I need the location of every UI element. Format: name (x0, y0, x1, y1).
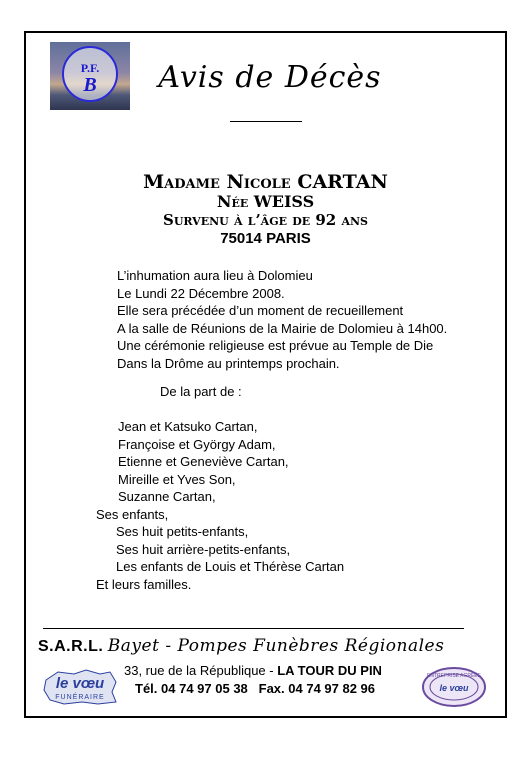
family-list (0, 418, 345, 593)
company-phone-fax (135, 681, 375, 696)
logo-text-pf: P.F. (80, 61, 100, 75)
le-voeu-funeraire-logo (40, 668, 120, 706)
tel-number: 04 74 97 05 38 (161, 681, 248, 696)
announcement-paragraph (117, 267, 447, 372)
paragraph-line: Une cérémonie religieuse est prévue au Temple de Die (117, 338, 434, 353)
family-line: Etienne et Geneviève Cartan, (118, 454, 289, 469)
paragraph-line: A la salle de Réunions de la Mairie de Dolomieu à 14h00. (117, 320, 448, 336)
logo-text-letter: B (83, 74, 97, 96)
logo-ring (62, 46, 118, 102)
deceased-name: Madame Nicole CARTAN (143, 171, 388, 193)
paragraph-line: L’inhumation aura lieu à Dolomieu (117, 268, 313, 283)
fax-label: Fax. (258, 681, 285, 696)
entreprise-agreee-seal (421, 666, 487, 708)
from-label: De la part de : (160, 384, 242, 399)
notice-frame (24, 31, 507, 718)
family-line: Ses enfants, (96, 506, 169, 522)
maiden-name: Née WEISS (216, 192, 315, 211)
right-badge-center-text: le vœu (439, 683, 469, 693)
family-line: Françoise et György Adam, (118, 436, 276, 452)
page-title: Avis de Décès (158, 60, 382, 95)
family-line: Ses huit petits-enfants, (116, 524, 249, 539)
company-name: Bayet - Pompes Funèbres Régionales (107, 636, 445, 656)
funeral-home-logo (50, 42, 130, 110)
company-address (124, 663, 382, 678)
paragraph-line: Dans la Drôme au printemps prochain. (117, 355, 340, 371)
company-line (38, 636, 444, 656)
left-badge-top-text: le vœu (55, 675, 105, 692)
age-line: Survenu à l’âge de 92 ans (163, 211, 368, 229)
paragraph-line: Le Lundi 22 Décembre 2008. (117, 285, 285, 301)
family-line: Ses huit arrière-petits-enfants, (116, 541, 291, 557)
right-badge-text: ENTREPRISE AGRÉÉE (427, 673, 481, 679)
address-street: 33, rue de la République - (124, 663, 278, 678)
family-line: Jean et Katsuko Cartan, (118, 419, 258, 434)
tel-label: Tél. (135, 681, 158, 696)
fax-number: 04 74 97 82 96 (288, 681, 376, 696)
title-divider (230, 121, 302, 122)
family-line: Et leurs familles. (96, 576, 192, 592)
address-town: LA TOUR DU PIN (277, 663, 382, 678)
family-line: Mireille et Yves Son, (118, 471, 236, 487)
company-sarl: S.A.R.L. (38, 638, 104, 655)
city-line: 75014 PARIS (220, 230, 311, 247)
family-line: Les enfants de Louis et Thérèse Cartan (116, 559, 345, 574)
family-line: Suzanne Cartan, (118, 489, 216, 504)
footer-divider (43, 628, 464, 629)
paragraph-line: Elle sera précédée d’un moment de recueillement (117, 303, 404, 318)
left-badge-bottom-text: FUNÉRAIRE (55, 694, 105, 701)
